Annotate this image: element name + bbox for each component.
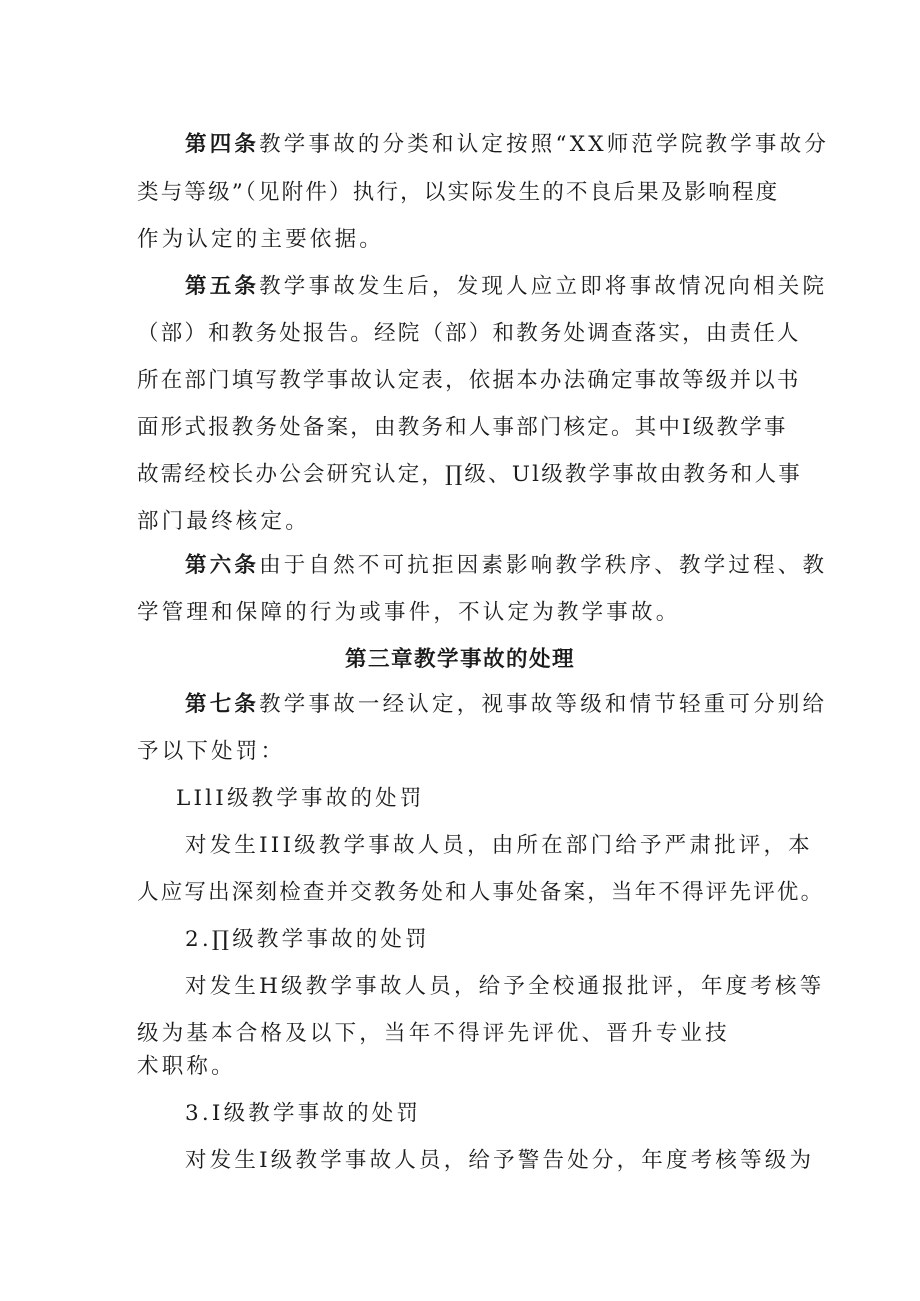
level-1-line-1: 对发生Ⅰ级教学事故人员，给予警告处分，年度考核等级为 xyxy=(185,1148,815,1173)
level-3-title: LIlI级教学事故的处罚 xyxy=(176,786,425,811)
article-6-line-1 xyxy=(185,551,865,581)
article-7-label: 第七条 xyxy=(185,692,260,717)
article-7-line-2: 予以下处罚： xyxy=(137,739,286,764)
article-5-text-1: 教学事故发生后，发现人应立即将事故情况向相关院 xyxy=(259,274,828,299)
level-2-line-3: 术职称。 xyxy=(137,1054,236,1079)
article-5-line-6: 部门最终核定。 xyxy=(137,509,310,534)
article-6-text-1: 由于自然不可抗拒因素影响教学秩序、教学过程、教 xyxy=(259,553,828,578)
article-4-line-2: 类与等级”（见附件）执行，以实际发生的不良后果及影响程度 xyxy=(137,180,780,205)
level-3-line-2: 人应写出深刻检查并交教务处和人事处备案，当年不得评先评优。 xyxy=(137,880,825,905)
article-4-text-1: 教学事故的分类和认定按照“XX师范学院教学事故分 xyxy=(259,132,830,157)
level-2-line-2: 级为基本合格及以下，当年不得评先评优、晋升专业技 xyxy=(137,1021,730,1046)
level-1-title: 3.Ⅰ级教学事故的处罚 xyxy=(185,1101,422,1126)
article-5-line-5: 故需经校长办公会研究认定，∏级、Ul级教学事故由教务和人事 xyxy=(137,462,802,487)
level-2-title: 2.∏级教学事故的处罚 xyxy=(185,927,430,952)
article-7-text-1: 教学事故一经认定，视事故等级和情节轻重可分别给 xyxy=(259,692,828,717)
article-5-label: 第五条 xyxy=(185,274,260,299)
level-2-line-1: 对发生H级教学事故人员，给予全校通报批评，年度考核等 xyxy=(185,974,825,999)
article-5-line-3: 所在部门填写教学事故认定表，依据本办法确定事故等级并以书 xyxy=(137,368,801,393)
article-6-label: 第六条 xyxy=(185,553,260,578)
level-3-line-1: 对发生III级教学事故人员，由所在部门给予严肃批评，本 xyxy=(185,833,813,858)
article-5-line-1 xyxy=(185,272,865,302)
article-5-line-2: （部）和教务处报告。经院（部）和教务处调查落实，由责任人 xyxy=(137,321,801,346)
article-4-label: 第四条 xyxy=(185,132,260,157)
article-4-line-3: 作为认定的主要依据。 xyxy=(137,227,385,252)
article-4-line-1 xyxy=(185,130,865,160)
article-6-line-2: 学管理和保障的行为或事件，不认定为教学事故。 xyxy=(137,600,681,625)
chapter-3-heading: 第三章教学事故的处理 xyxy=(344,647,575,672)
article-7-line-1 xyxy=(185,690,865,720)
article-5-line-4: 面形式报教务处备案，由教务和人事部门核定。其中Ⅰ级教学事 xyxy=(137,415,788,440)
